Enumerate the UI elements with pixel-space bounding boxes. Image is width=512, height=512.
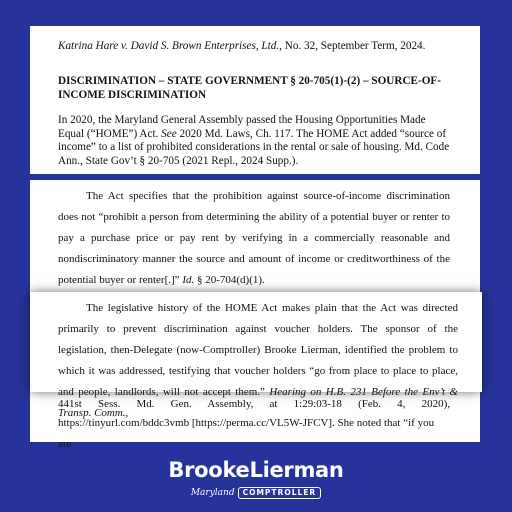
headnote-text-1: In 2020, the Maryland General Assembly passed the Housing Opportunities Made Equal (“HOME”) Act. <box>58 114 426 140</box>
excerpt-3-line-1: 441st Sess. Md. Gen. Assembly, at 1:29:03-18 (Feb. 4, 2020), <box>58 398 450 410</box>
logo-subline <box>191 487 321 499</box>
case-summary-card <box>30 26 480 174</box>
logo-state: Maryland <box>190 488 235 498</box>
logo-name: BrookeLierman <box>168 458 344 482</box>
headnote-heading: DISCRIMINATION – STATE GOVERNMENT § 20-705(1)-(2) – SOURCE-OF-INCOME DISCRIMINATION <box>58 75 441 101</box>
opinion-excerpt-1 <box>30 180 480 292</box>
excerpt-2-paragraph <box>58 298 458 424</box>
headnote-body <box>58 114 450 168</box>
excerpt-1-text: The Act specifies that the prohibition against source-of-income discrimination does not “prohibit a person from determining the ability of a potential buyer or renter to pay a purchase price or pay rent by verifying in a commercially reasonable and nondiscriminatory manner the source and amount of income or creditworthiness of the potential buyer or renter[.]” <box>58 190 450 286</box>
excerpt-2-citation: Hearing on H.B. 231 Before the Env’t & Transp. Comm., <box>58 386 458 419</box>
excerpt-1-citation-id: Id. <box>182 274 195 286</box>
case-number: , No. 32, September Term, 2024. <box>279 40 426 52</box>
excerpt-1-citation: § 20-704(d)(1). <box>196 274 265 286</box>
headnote-text-2: 2020 Md. Laws, Ch. 117. The HOME Act added “source of income” to a list of prohibited considerations in the rental or sale of housing. Md. Code Ann., State Gov’t § 20-705 (2021 Repl., 2024 Supp.). <box>58 127 450 167</box>
comptroller-logo <box>0 458 512 500</box>
excerpt-3-line-2: https://tinyurl.com/bddc3vmb [https://perma.cc/VL5W-JFCV]. She noted that “if you are <box>58 417 435 450</box>
excerpt-2-text: The legislative history of the HOME Act makes plain that the Act was directed primarily to prevent discrimination against voucher holders. The sponsor of the legislation, then-Delegate (now-Comptroller) Brooke Lierman, identified the problem to which it was addressed, testifying that voucher holders “go from place to place to place, and people, landlords, will not accept them.” <box>58 302 458 398</box>
case-caption <box>58 40 450 52</box>
headnote-see-signal: See <box>161 127 177 140</box>
case-name: Katrina Hare v. David S. Brown Enterprises, Ltd. <box>58 40 280 52</box>
excerpt-1-paragraph <box>58 186 450 291</box>
logo-role: COMPTROLLER <box>238 487 322 499</box>
